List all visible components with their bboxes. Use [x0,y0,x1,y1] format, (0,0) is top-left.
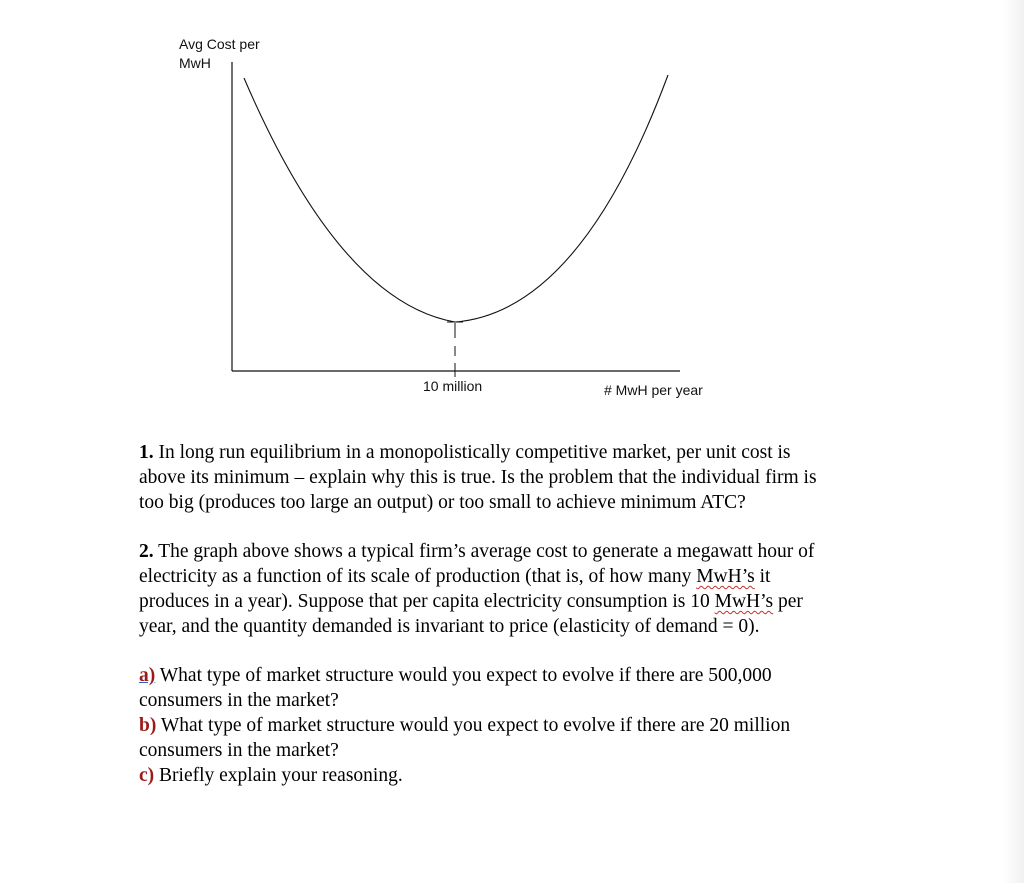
part-c-label: c) [139,765,155,786]
part-a [139,663,919,713]
part-b-line: consumers in the market? [139,740,339,761]
question-2-text: electricity as a function of its scale of production (that is, of how many [139,566,697,587]
question-2-line [139,564,919,589]
average-cost-graph [0,0,1024,420]
question-2-text: it [754,566,771,587]
part-a-label: a) [139,665,156,686]
part-a-text: What type of market structure would you expect to evolve if there are 500,000 [159,665,772,686]
question-2-text: produces in a year). Suppose that per capita electricity consumption is 10 [139,591,715,612]
y-axis-label-line1: Avg Cost per [179,36,260,52]
part-c-line [139,763,919,788]
part-b [139,713,919,763]
question-2-line [139,589,919,614]
question-1 [139,440,919,515]
question-2 [139,539,919,639]
question-1-line: too big (produces too large an output) or too small to achieve minimum ATC? [139,492,746,513]
part-c [139,763,919,788]
question-2-text: The graph above shows a typical firm’s average cost to generate a megawatt hour of [158,541,815,562]
question-1-number: 1. [139,442,154,463]
question-2-text: per [773,591,803,612]
question-1-text: In long run equilibrium in a monopolistically competitive market, per unit cost is [158,442,791,463]
min-point-label: 10 million [423,378,483,394]
part-b-text: What type of market structure would you expect to evolve if there are 20 million [160,715,791,736]
part-b-label: b) [139,715,157,736]
question-2-line [139,539,919,564]
question-1-line: above its minimum – explain why this is true. Is the problem that the individual firm is [139,467,817,488]
x-axis-label: # MwH per year [604,382,703,398]
part-a-line: consumers in the market? [139,690,339,711]
spellcheck-word: MwH’s [714,591,774,612]
part-c-text: Briefly explain your reasoning. [159,765,403,786]
average-cost-curve [244,75,668,322]
questions [139,440,919,788]
spellcheck-word: MwH’s [696,566,755,587]
y-axis-label-line2: MwH [179,55,211,71]
question-2-line: year, and the quantity demanded is invariant to price (elasticity of demand = 0). [139,616,760,637]
part-b-line [139,713,919,738]
part-a-line [139,663,919,688]
question-1-line [139,440,919,465]
question-2-number: 2. [139,541,154,562]
